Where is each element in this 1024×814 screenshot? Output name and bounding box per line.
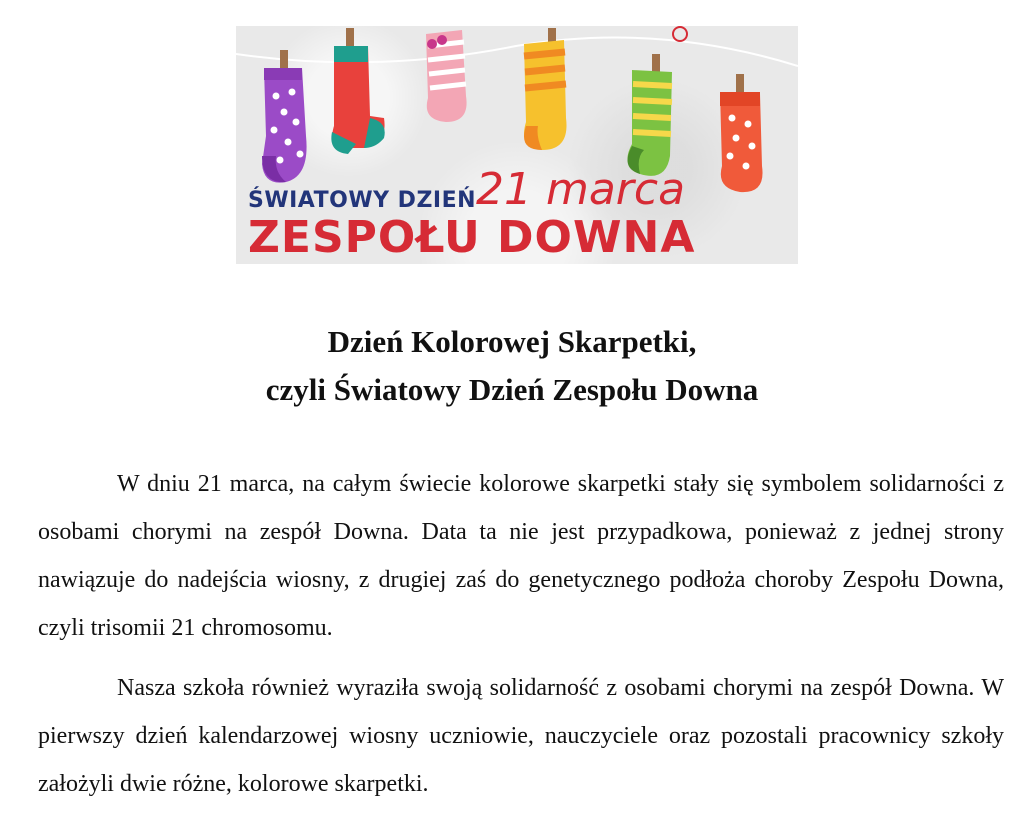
banner-subtitle: ŚWIATOWY DZIEŃ xyxy=(248,188,477,213)
banner-image xyxy=(236,26,798,264)
green-sock-icon xyxy=(628,54,673,176)
orange-sock-icon xyxy=(720,74,763,192)
title-line-1: Dzień Kolorowej Skarpetki, xyxy=(327,324,697,359)
red-sock-icon xyxy=(331,28,384,154)
banner-title: ZESPOŁU DOWNA xyxy=(248,212,696,263)
clothesline xyxy=(236,38,798,66)
paragraph-2: Nasza szkoła również wyraziła swoją solidarność z osobami chorymi na zespół Downa. W pierwszy dzień kalendarzowej wiosny uczniowie, nauczyciele oraz pozostali pracownicy szkoły założyli dwie różne, kolorowe skarpetki. xyxy=(38,675,1004,797)
page-title xyxy=(0,318,1024,414)
logo-icon xyxy=(673,27,687,41)
banner-date: 21 marca xyxy=(476,164,686,215)
pink-sock-icon xyxy=(426,30,467,122)
yellow-sock-icon xyxy=(524,28,567,150)
purple-sock-icon xyxy=(262,50,307,183)
title-line-2: czyli Światowy Dzień Zespołu Downa xyxy=(265,372,759,407)
paragraph-1: W dniu 21 marca, na całym świecie kolorowe skarpetki stały się symbolem solidarności z osobami chorymi na zespół Downa. Data ta nie jest przypadkowa, ponieważ z jednej strony nawiązuje do nadejścia wiosny, z drugiej zaś do genetycznego podłoża choroby Zespołu Downa, czyli trisomii 21 chromosomu. xyxy=(38,471,1004,641)
